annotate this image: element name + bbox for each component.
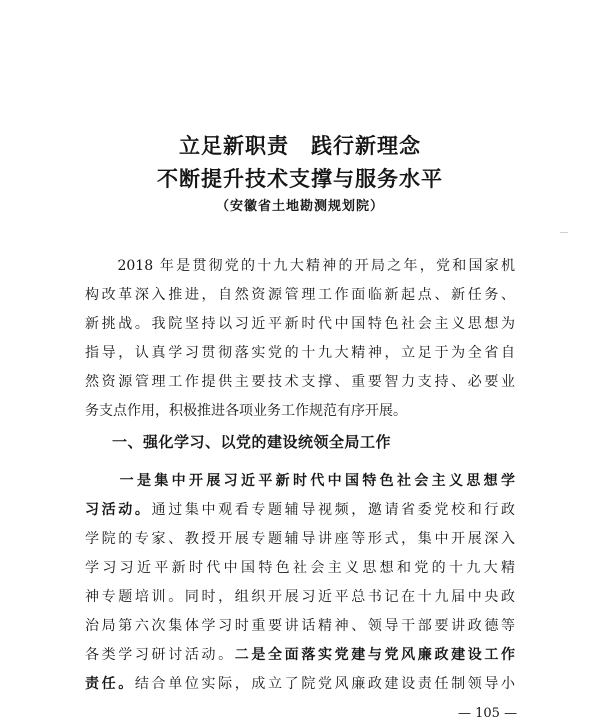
para-2-line-8: [85, 670, 515, 700]
para-2-line-6: 治局第六次集体学习时重要讲话精神、领导干部要讲政德等: [85, 618, 515, 634]
intro-line-1: 2018 年是贯彻党的十九大精神的开局之年，党和国家机: [85, 258, 515, 274]
para-2-line-8-bold: 责任。: [85, 676, 135, 692]
para-2-line-8-text: 结合单位实际，成立了院党风廉政建设责任制领导小: [134, 676, 515, 692]
para-2-line-2: [85, 496, 515, 526]
page-title-line-1: 立足新职责 践行新理念: [179, 133, 421, 158]
para-2-bold-lead: 习活动。: [85, 502, 152, 518]
intro-line-5: 然资源管理工作提供主要技术支撑、重要智力支持、必要业: [85, 374, 515, 390]
author-organization: （安徽省土地勘测规划院）: [215, 199, 384, 214]
page-title-line-2: 不断提升技术支撑与服务水平: [157, 166, 443, 191]
scan-mark: [560, 232, 568, 233]
para-2-line-7: [85, 641, 515, 671]
para-2-line-5: 神专题培训。同时，组织开展习近平总书记在十九届中央政: [85, 589, 515, 605]
page-number: — 105 —: [458, 706, 518, 721]
para-2-line-2-text: 通过集中观看专题辅导视频，邀请省委党校和行政: [151, 502, 515, 518]
para-2-line-7-bold: 二是全面落实党建与党风廉政建设工作: [234, 647, 515, 663]
intro-line-2: 构改革深入推进，自然资源管理工作面临新起点、新任务、: [85, 287, 515, 303]
para-2-line-3: 学院的专家、教授开展专题辅导讲座等形式，集中开展深入: [85, 531, 515, 547]
intro-line-6: 务支点作用，积极推进各项业务工作规范有序开展。: [85, 403, 407, 419]
intro-line-3: 新挑战。我院坚持以习近平新时代中国特色社会主义思想为: [85, 316, 515, 332]
section-heading-1: 一、强化学习、以党的建设统领全局工作: [112, 433, 392, 451]
intro-line-4: 指导，认真学习贯彻落实党的十九大精神，立足于为全省自: [85, 345, 515, 361]
para-2-line-7-text: 各类学习研讨活动。: [85, 647, 235, 663]
para-2-line-1: 一是集中开展习近平新时代中国特色社会主义思想学: [85, 473, 515, 489]
para-2-line-4: 学习习近平新时代中国特色社会主义思想和党的十九大精: [85, 560, 515, 576]
